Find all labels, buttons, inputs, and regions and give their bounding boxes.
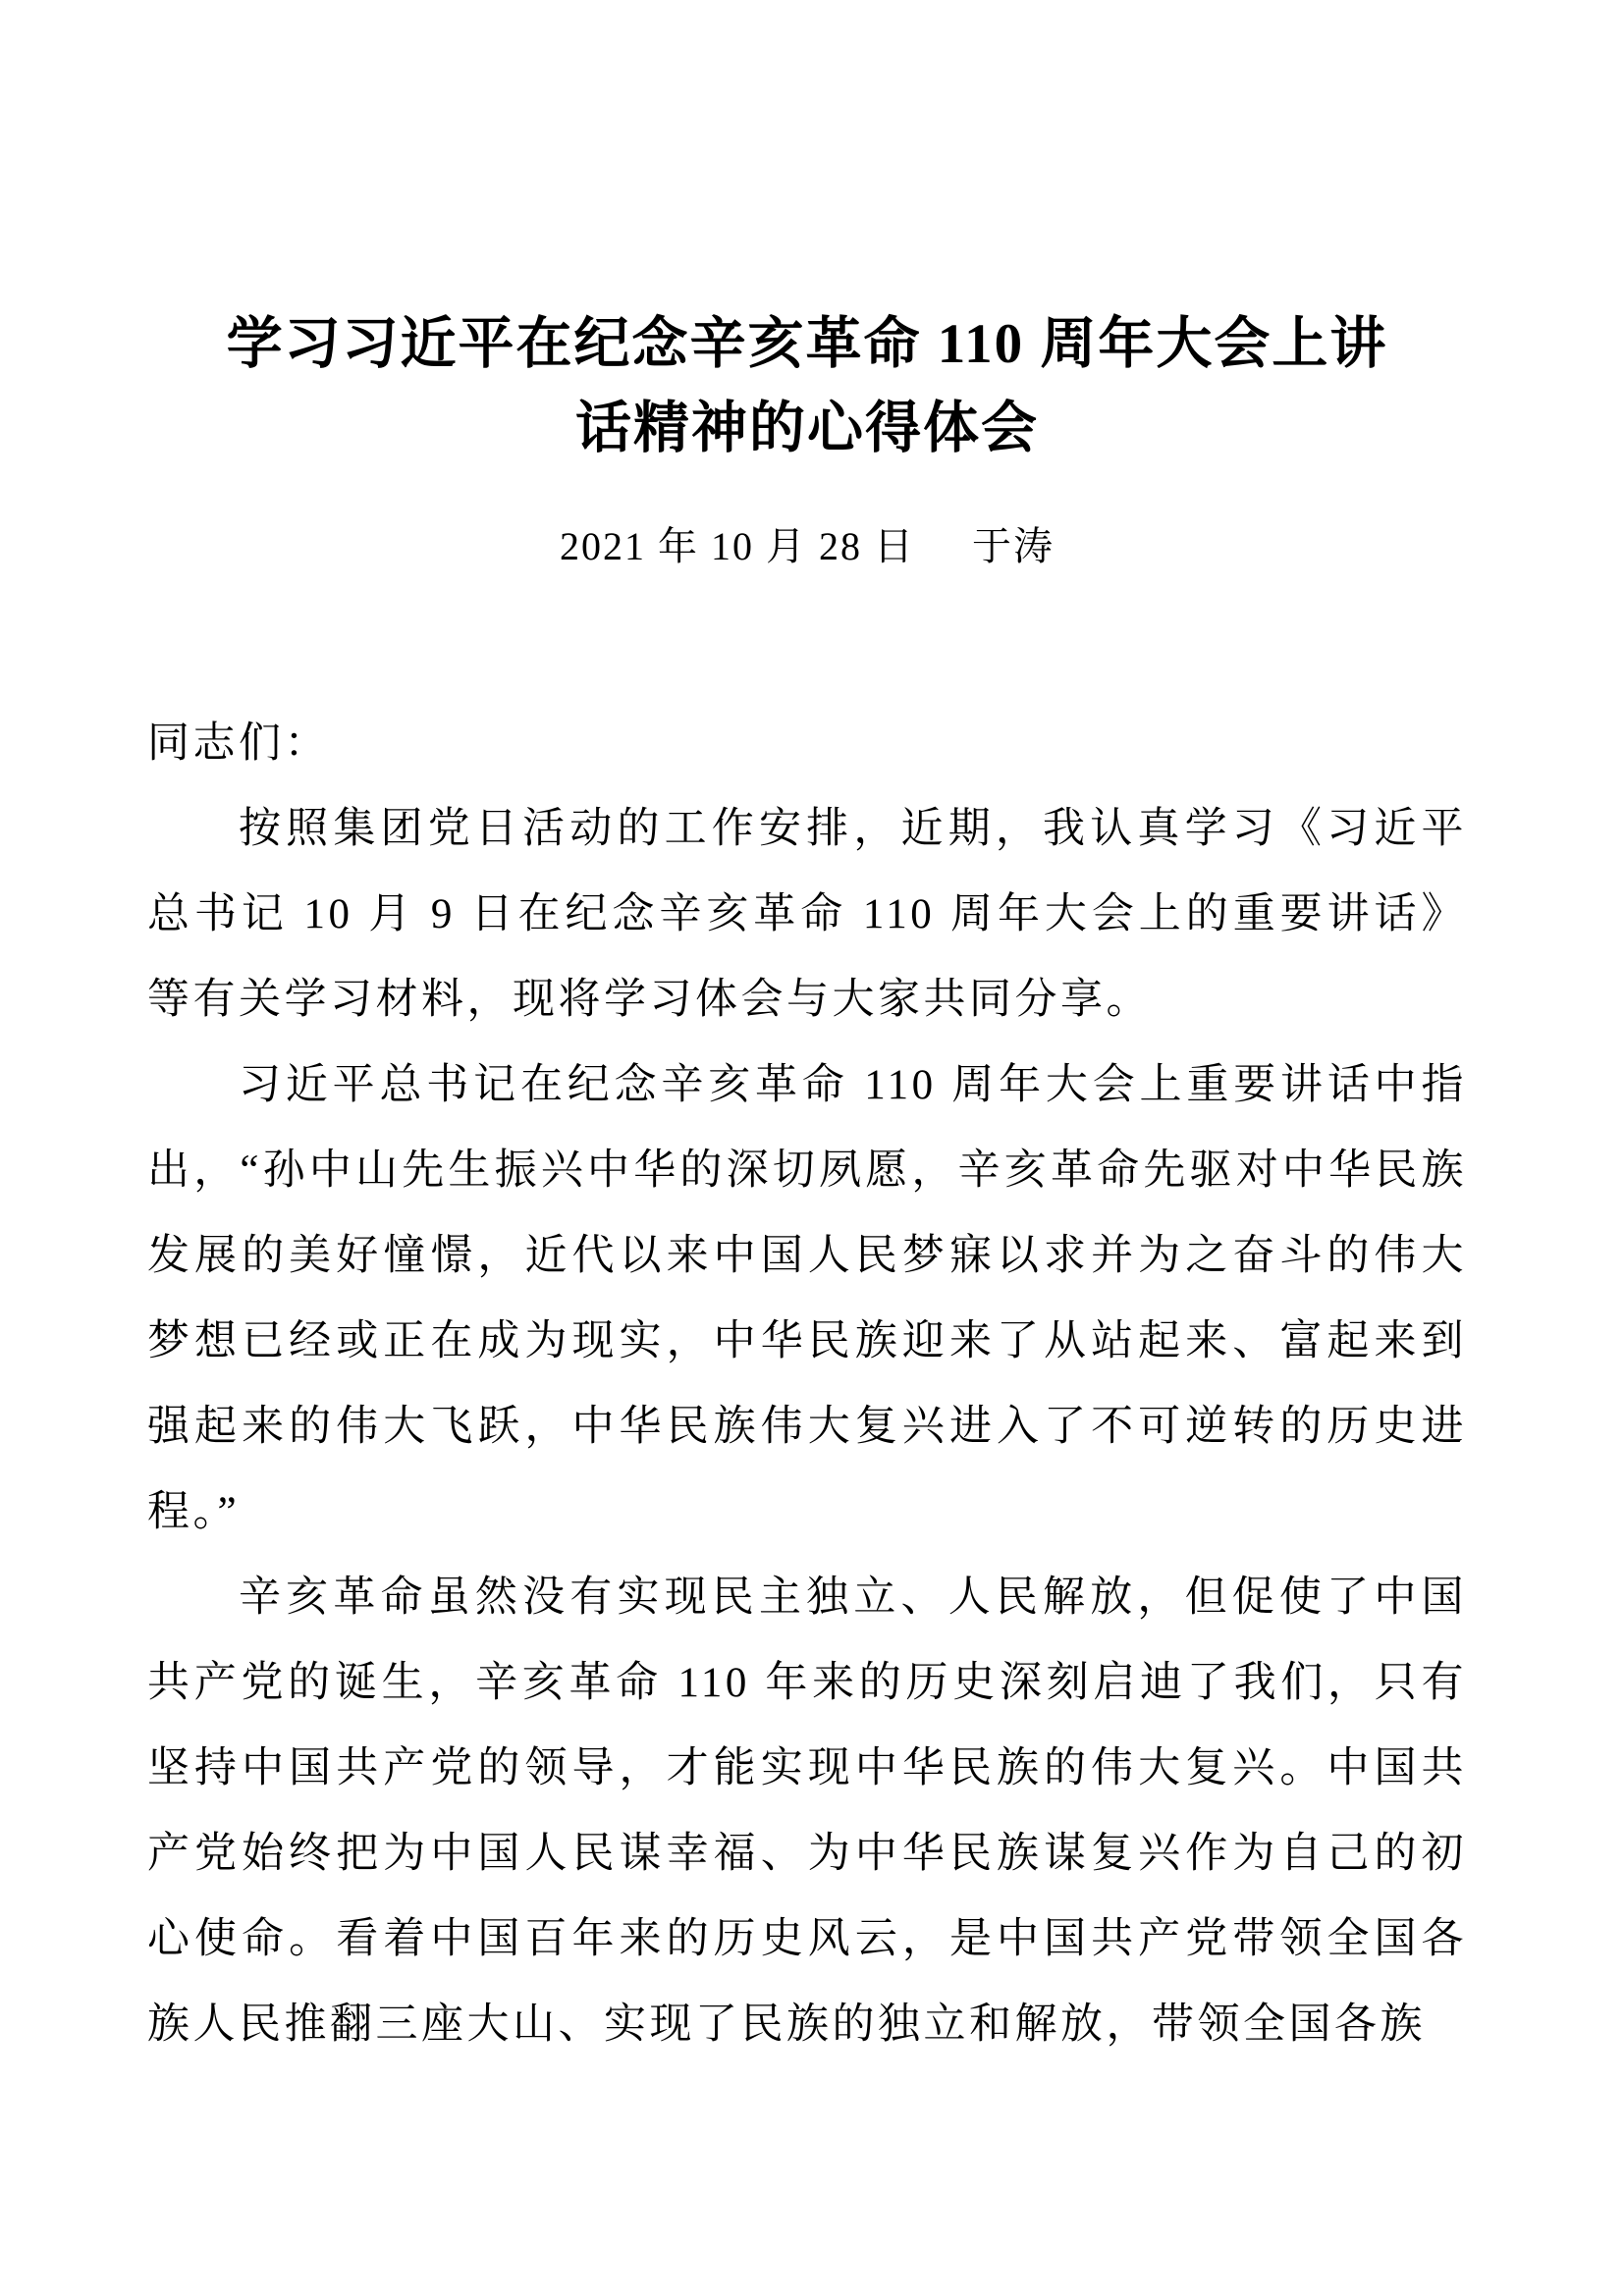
byline bbox=[147, 508, 1467, 585]
title-line-1: 学习习近平在纪念辛亥革命 110 周年大会上讲 bbox=[226, 313, 1388, 376]
paragraph-1: 按照集团党日活动的工作安排，近期，我认真学习《习近平总书记 10 月 9 日在纪念辛亥革命 110 周年大会上的重要讲话》等有关学习材料，现将学习体会与大家共同分享。 bbox=[147, 806, 1467, 1024]
document-title bbox=[147, 302, 1467, 471]
document-body bbox=[147, 701, 1467, 2067]
byline-author: 于涛 bbox=[972, 524, 1055, 569]
byline-date: 2021 年 10 月 28 日 bbox=[560, 524, 915, 569]
title-line-2: 话精神的心得体会 bbox=[575, 398, 1039, 460]
paragraph-2: 习近平总书记在纪念辛亥革命 110 周年大会上重要讲话中指出，“孙中山先生振兴中华的深切夙愿，辛亥革命先驱对中华民族发展的美好憧憬，近代以来中国人民梦寐以求并为之奋斗的伟大梦想已经或正在成为现实，中华民族迎来了从站起来、富起来到强起来的伟大飞跃，中华民族伟大复兴进入了不可逆转的历史进程。” bbox=[147, 1062, 1467, 1536]
paragraph-3: 辛亥革命虽然没有实现民主独立、人民解放，但促使了中国共产党的诞生，辛亥革命 110 年来的历史深刻启迪了我们，只有坚持中国共产党的领导，才能实现中华民族的伟大复兴。中国共产党始终把为中国人民谋幸福、为中华民族谋复兴作为自己的初心使命。看着中国百年来的历史风云，是中国共产党带领全国各族人民推翻三座大山、实现了民族的独立和解放，带领全国各族 bbox=[147, 1575, 1467, 2049]
salutation: 同志们： bbox=[147, 721, 330, 768]
